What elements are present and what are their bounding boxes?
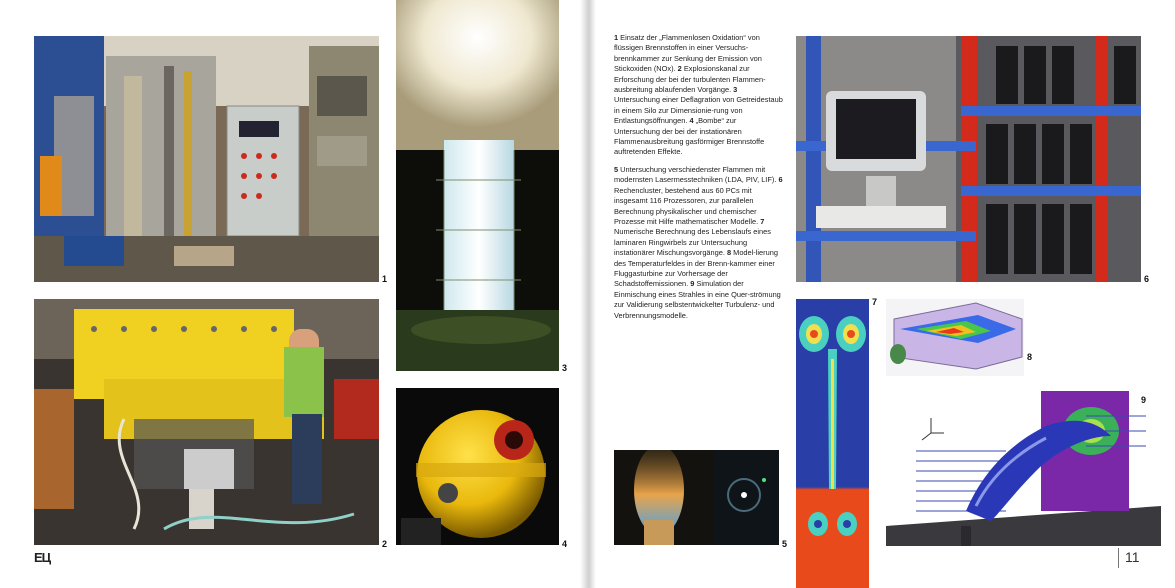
- page-gutter: [580, 0, 596, 588]
- photo-explosion-channel: [34, 299, 379, 545]
- figure-number-9: 9: [1141, 395, 1147, 405]
- caption-paragraph-2: 5 Untersuchung verschiedenster Flammen mit modernsten Lasermesstechniken (LDA, PIV, LIF). 6 Rechencluster, bestehend aus 60 PCs mit insgesamt 116 Prozessoren, zur parallelen Berechnung physikalischer und chemischer Prozesse mit Hilfe mathematischer Modelle. 7 Numerische Berechnung des Lebenslaufs eines laminaren Ringwirbels zur Untersuchung instationärer Mischungsvorgänge. 8 Model-lierung des Temperaturfeldes in der Brenn-kammer einer Fluggasturbine zur Vorhersage der Schadstoffemissionen. 9 Simulation der Einmischung eines Strahles in eine Quer-strömung zur Validierung selbstentwickelter Turbulenz- und Verbrennungsmodelle.: [614, 164, 783, 320]
- page-number: 11: [1125, 549, 1140, 565]
- figure-number-1: 1: [382, 274, 388, 284]
- caption-text: [614, 33, 784, 328]
- publisher-logo: ЕЦ: [34, 550, 51, 565]
- simulation-ring-vortex: [796, 299, 869, 588]
- figure-number-6: 6: [1144, 274, 1150, 284]
- figure-number-2: 2: [382, 539, 388, 549]
- figure-number-3: 3: [562, 363, 568, 373]
- photo-silo-deflagration: [396, 0, 559, 371]
- photo-laser-flames: [614, 450, 779, 545]
- photo-combustion-chamber: [34, 36, 379, 282]
- page-number-divider: [1118, 548, 1119, 568]
- photo-computing-cluster: [796, 36, 1141, 282]
- caption-paragraph-1: 1 Einsatz der „Flammenlosen Oxidation“ von flüssigen Brennstoffen in einer Versuchs-brennkammer zur Senkung der Emission von Stickoxiden (NOx). 2 Explosionskanal zur Erforschung der bei der turbulenten Flammen-ausbreitung ablaufenden Vorgänge. 3 Untersuchung einer Deflagration von Getreidestaub in einem Silo zur Dimensionie-rung von Entlastungsöffnungen. 4 „Bombe“ zur Untersuchung der bei der instationären Flammenausbreitung gasförmiger Brennstoffe auftretenden Effekte.: [614, 33, 783, 157]
- figure-number-7: 7: [872, 297, 878, 307]
- simulation-temperature-field: [886, 299, 1024, 376]
- figure-number-5: 5: [782, 539, 788, 549]
- simulation-jet-crossflow: [886, 376, 1161, 546]
- figure-number-4: 4: [562, 539, 568, 549]
- photo-combustion-bomb: [396, 388, 559, 545]
- figure-number-8: 8: [1027, 352, 1033, 362]
